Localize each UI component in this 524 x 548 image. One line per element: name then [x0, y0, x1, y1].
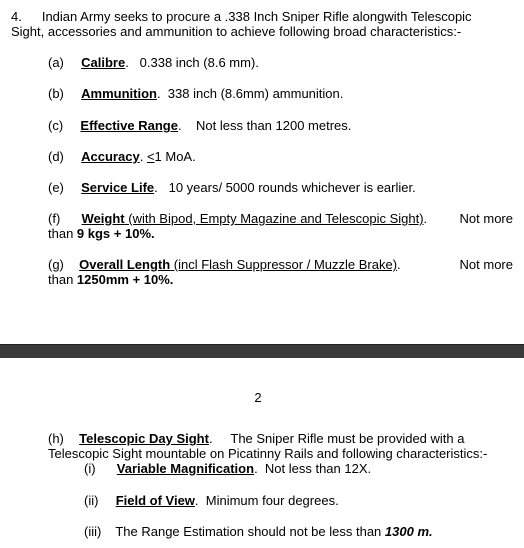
item-g-marker: (g) [48, 257, 64, 272]
item-h-line1 [48, 431, 465, 446]
para4-number: 4. [11, 9, 22, 24]
subitem-iii-text-pre: The Range Estimation should not be less than [115, 524, 385, 539]
item-d [48, 149, 196, 164]
item-g-line2-bold: 1250mm + 10%. [76, 272, 174, 287]
item-h-text: . The Sniper Rifle must be provided with a [208, 431, 465, 446]
subitem-i [84, 461, 371, 476]
subitem-iii-marker: (iii) [84, 524, 102, 539]
item-c-heading: Effective Range [80, 118, 178, 133]
item-d-marker: (d) [48, 149, 64, 164]
item-b-marker: (b) [48, 86, 64, 101]
item-c-text: . Not less than 1200 metres. [177, 118, 352, 133]
item-e-marker: (e) [48, 180, 64, 195]
item-c [48, 118, 351, 133]
subitem-i-marker: (i) [84, 461, 96, 476]
item-f-right: Not more [459, 211, 513, 226]
item-b-text: . 338 inch (8.6mm) ammunition. [156, 86, 344, 101]
subitem-i-text: . Not less than 12X. [254, 461, 372, 476]
item-b-heading: Ammunition [81, 86, 157, 101]
item-a-heading: Calibre [81, 55, 126, 70]
item-a [48, 55, 259, 70]
item-g-line2 [48, 272, 173, 287]
item-a-text: . 0.338 inch (8.6 mm). [125, 55, 259, 70]
subitem-ii-text: . Minimum four degrees. [194, 493, 339, 508]
item-a-marker: (a) [48, 55, 64, 70]
item-g-heading-rest: (incl Flash Suppressor / Muzzle Brake) [170, 257, 398, 272]
item-g-dot: . [397, 257, 401, 272]
item-f-heading-rest: (with Bipod, Empty Magazine and Telescopic Sight) [124, 211, 424, 226]
page-break-divider [0, 344, 524, 358]
item-h-heading: Telescopic Day Sight [79, 431, 209, 446]
para4-line2: Sight, accessories and ammunition to achieve following broad characteristics:- [11, 24, 462, 39]
item-e-text: . 10 years/ 5000 rounds whichever is earlier. [154, 180, 416, 195]
item-h-marker: (h) [48, 431, 64, 446]
item-c-marker: (c) [48, 118, 64, 133]
item-g-line2-pre: than [48, 272, 77, 287]
subitem-iii-text-bold: 1300 m. [384, 524, 433, 539]
item-e [48, 180, 416, 195]
item-b [48, 86, 343, 101]
item-g-right: Not more [459, 257, 513, 272]
item-f-line1 [48, 211, 427, 226]
item-d-dot: . [139, 149, 144, 164]
item-f-line2-pre: than [48, 226, 77, 241]
item-h-line2: Telescopic Sight mountable on Picatinny Rails and following characteristics:- [48, 446, 488, 461]
subitem-iii [84, 524, 433, 539]
item-f-line2-bold: 9 kgs + 10%. [76, 226, 155, 241]
item-d-heading: Accuracy [81, 149, 140, 164]
item-f-heading: Weight [81, 211, 125, 226]
item-f-dot: . [423, 211, 428, 226]
item-g-heading: Overall Length [79, 257, 171, 272]
para4-line1-text: Indian Army seeks to procure a .338 Inch Sniper Rifle alongwith Telescopic [41, 9, 472, 24]
page-number: 2 [254, 390, 262, 405]
item-e-heading: Service Life [81, 180, 155, 195]
subitem-i-heading: Variable Magnification [116, 461, 255, 476]
item-f-line2 [48, 226, 155, 241]
item-d-less-equal: < [146, 149, 155, 164]
item-d-text: 1 MoA. [154, 149, 196, 164]
item-f-marker: (f) [48, 211, 61, 226]
para4-line1 [11, 9, 472, 24]
subitem-ii-heading: Field of View [115, 493, 195, 508]
subitem-ii-marker: (ii) [84, 493, 99, 508]
subitem-ii [84, 493, 339, 508]
item-g-line1 [48, 257, 401, 272]
